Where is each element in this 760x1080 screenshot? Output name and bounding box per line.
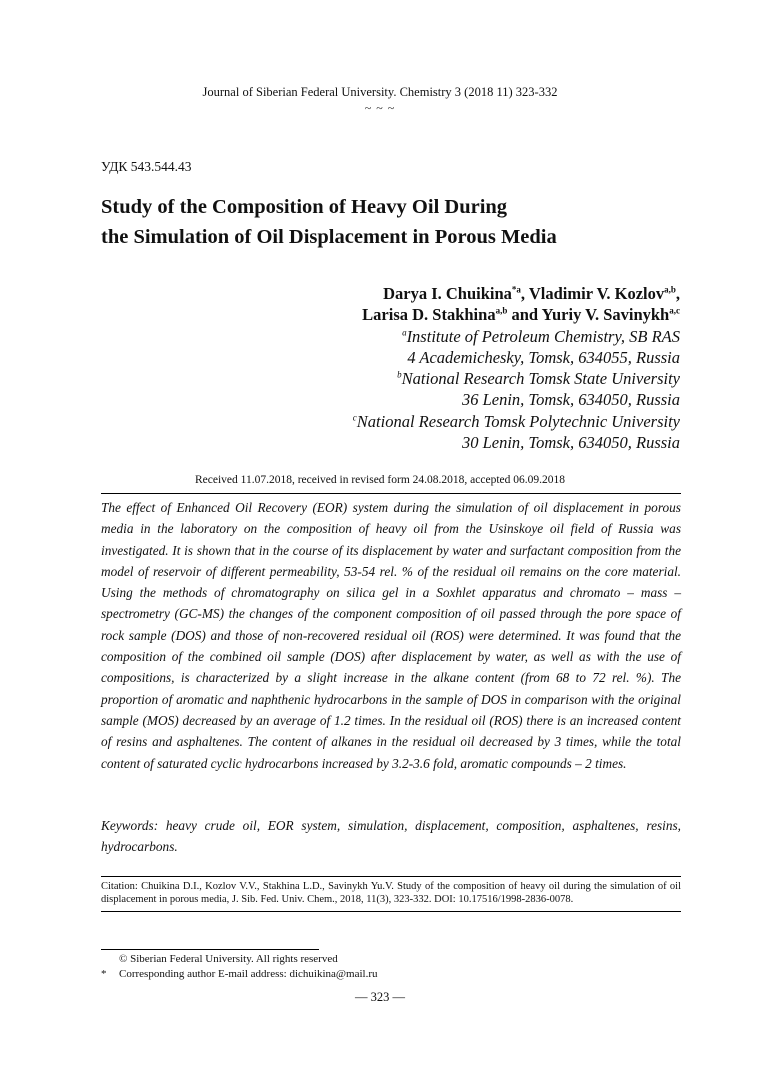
affiliation-mark: b: [397, 369, 402, 380]
affiliation-mark: c: [352, 412, 357, 423]
copyright-footnote: © Siberian Federal University. All rights reserved: [119, 953, 338, 965]
journal-header: Journal of Siberian Federal University. Chemistry 3 (2018 11) 323-332: [202, 85, 558, 99]
author-conjunction: and: [507, 305, 542, 325]
affiliation-name: Institute of Petroleum Chemistry, SB RAS: [406, 326, 680, 346]
abstract-top-rule: [101, 493, 681, 494]
affiliation-c-name: [353, 411, 680, 432]
authors-line-1: [353, 283, 680, 304]
page-number: — 323 —: [355, 990, 405, 1004]
affiliation-c-address: 30 Lenin, Tomsk, 634050, Russia: [461, 433, 680, 453]
udk-code: УДК 543.544.43: [101, 159, 192, 174]
title-line-2: the Simulation of Oil Displacement in Porous Media: [101, 226, 557, 248]
received-dates: Received 11.07.2018, received in revised form 24.08.2018, accepted 06.09.2018: [194, 474, 566, 486]
title-line-1: Study of the Composition of Heavy Oil During: [101, 196, 508, 218]
author-affiliation-mark: a,b: [664, 284, 676, 295]
affiliation-b-address: 36 Lenin, Tomsk, 634050, Russia: [461, 390, 680, 410]
author-name: Larisa D. Stakhina: [362, 305, 496, 325]
author-separator: ,: [520, 284, 529, 303]
author-affiliation-mark: a,c: [669, 305, 680, 316]
affiliation-name: National Research Tomsk State University: [401, 369, 680, 389]
author-affiliation-mark: a,b: [495, 305, 508, 316]
citation-text: Citation: Chuikina D.I., Kozlov V.V., Stakhina L.D., Savinykh Yu.V. Study of the composition of heavy oil during the simulation of oil displacement in porous media, J. Sib. Fed. Univ. Chem., 2018, 11(3), 323-332. DOI: 10.17516/1998-2836-0078.: [101, 881, 681, 905]
author-name: Darya I. Chuikina: [383, 284, 512, 303]
corresponding-author-footnote: Corresponding author E-mail address: dichuikina@mail.ru: [119, 968, 378, 980]
author-block: [353, 283, 680, 453]
author-separator: ,: [675, 284, 680, 303]
paper-title: [101, 192, 557, 252]
authors-line-2: [353, 304, 680, 325]
keywords-text: Keywords: heavy crude oil, EOR system, simulation, displacement, composition, asphaltenes, resins, hydrocarbons.: [101, 818, 681, 855]
affiliation-name: National Research Tomsk Polytechnic University: [356, 411, 680, 431]
citation-bottom-rule: [101, 911, 681, 912]
footnote-star: *: [101, 968, 107, 980]
author-affiliation-mark: *a: [511, 284, 521, 295]
header-ornament: ~ ~ ~: [364, 101, 396, 115]
author-name: Yuriy V. Savinykh: [541, 305, 670, 325]
affiliation-a-name: [353, 326, 680, 347]
affiliation-a-address: 4 Academichesky, Tomsk, 634055, Russia: [407, 347, 680, 367]
affiliation-mark: a: [402, 327, 407, 338]
affiliation-b-name: [353, 368, 680, 389]
author-name: Vladimir V. Kozlov: [528, 284, 665, 303]
abstract-text: The effect of Enhanced Oil Recovery (EOR) system during the simulation of oil displacement in porous media in the laboratory on the composition of heavy oil from the Usinskoye oil field of Russia was investigated. It is shown that in the course of its displacement by water and surfactant composition from the model of reservoir of different permeability, 53-54 rel. % of the residual oil remains on the core material. Using the methods of chromatography on silica gel in a Soxhlet apparatus and chromato – mass – spectrometry (GC-MS) the changes of the component composition of oil passed through the pore space of rock sample (DOS) and those of non-recovered residual oil (ROS) were determined. It was found that the composition of the combined oil sample (DOS) after displacement by water, as well as with the use of compositions, is characterized by a slight increase in the alkane content (from 68 to 72 rel. %). The proportion of aromatic and naphthenic hydrocarbons in the sample of DOS in comparison with the original sample (MOS) decreased by an average of 1.2 times. In the residual oil (ROS) there is an increased content of resins and asphaltenes. The content of alkanes in the residual oil decreased by 3 times, while the total content of saturated cyclic hydrocarbons increased by 3.2-3.6 fold, aromatic compounds – 2 times.: [101, 500, 681, 771]
citation-top-rule: [101, 876, 681, 877]
footnote-rule: [101, 949, 319, 950]
